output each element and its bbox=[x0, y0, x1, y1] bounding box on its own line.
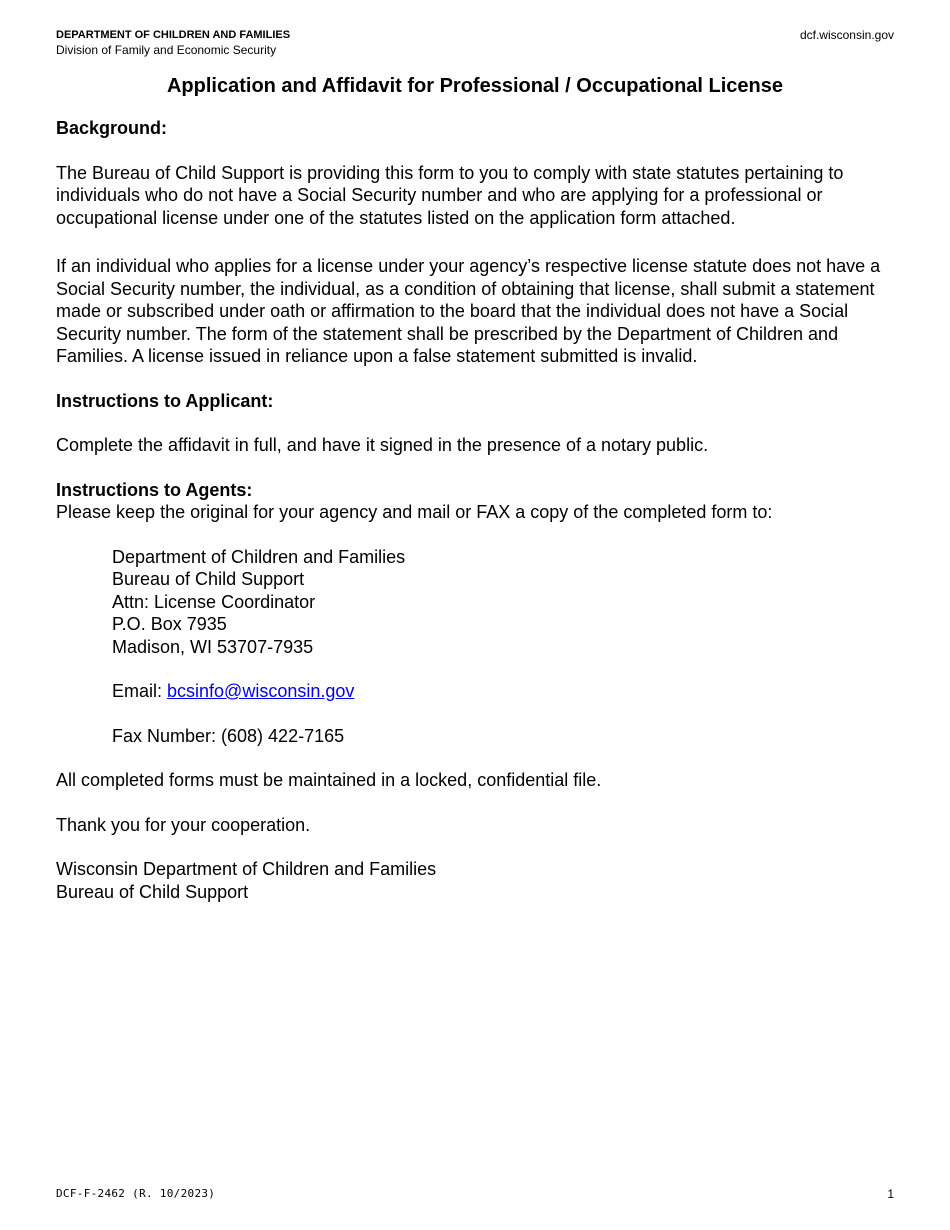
signature-line: Bureau of Child Support bbox=[56, 881, 249, 902]
confidential-notice: All completed forms must be maintained in a locked, confidential file. bbox=[56, 770, 602, 790]
page-title: Application and Affidavit for Professional / Occupational License bbox=[166, 75, 784, 97]
website-url: dcf.wisconsin.gov bbox=[799, 28, 894, 42]
signature-line: Wisconsin Department of Children and Families bbox=[56, 859, 437, 879]
agents-heading: Instructions to Agents: bbox=[56, 479, 253, 500]
page-number: 1 bbox=[887, 1187, 894, 1201]
background-paragraph-2: If an individual who applies for a license under your agency’s respective license statute does not have a Social Security number, the individual, as a condition of obtaining that license, shall submit a statement made or subscribed under oath or affirmation to the board that the individual does not have a Social Security number. The form of the statement shall be prescribed by the Department of Children and Families. A license issued in reliance upon a false statement submitted is invalid. bbox=[56, 256, 881, 366]
applicant-instructions: Complete the affidavit in full, and have it signed in the presence of a notary public. bbox=[56, 435, 709, 455]
address-line: Madison, WI 53707-7935 bbox=[112, 636, 314, 657]
mailing-address bbox=[112, 546, 894, 748]
email-link[interactable]: bcsinfo@wisconsin.gov bbox=[167, 681, 355, 701]
email-line bbox=[112, 680, 894, 703]
background-paragraph-1: The Bureau of Child Support is providing this form to you to comply with state statutes pertaining to individuals who do not have a Social Security number and who are applying for a professional or occupational license under one of the statutes listed on the application form attached. bbox=[56, 162, 844, 228]
fax-number: Fax Number: (608) 422-7165 bbox=[112, 725, 345, 746]
document-page bbox=[56, 0, 894, 1230]
address-line: P.O. Box 7935 bbox=[112, 614, 227, 634]
address-line: Bureau of Child Support bbox=[112, 569, 305, 589]
address-line: Department of Children and Families bbox=[112, 546, 406, 567]
document-body bbox=[56, 117, 894, 903]
thank-you-text: Thank you for your cooperation. bbox=[56, 814, 311, 835]
email-label: Email: bbox=[112, 681, 168, 701]
address-line: Attn: License Coordinator bbox=[112, 591, 316, 612]
form-number: DCF-F-2462 (R. 10/2023) bbox=[56, 1187, 216, 1200]
agents-instructions: Please keep the original for your agency and mail or FAX a copy of the completed form to: bbox=[56, 502, 773, 522]
applicant-heading: Instructions to Applicant: bbox=[56, 390, 274, 411]
department-name: DEPARTMENT OF CHILDREN AND FAMILIES bbox=[56, 29, 291, 41]
division-name: Division of Family and Economic Security bbox=[56, 43, 277, 57]
background-heading: Background: bbox=[56, 118, 168, 138]
